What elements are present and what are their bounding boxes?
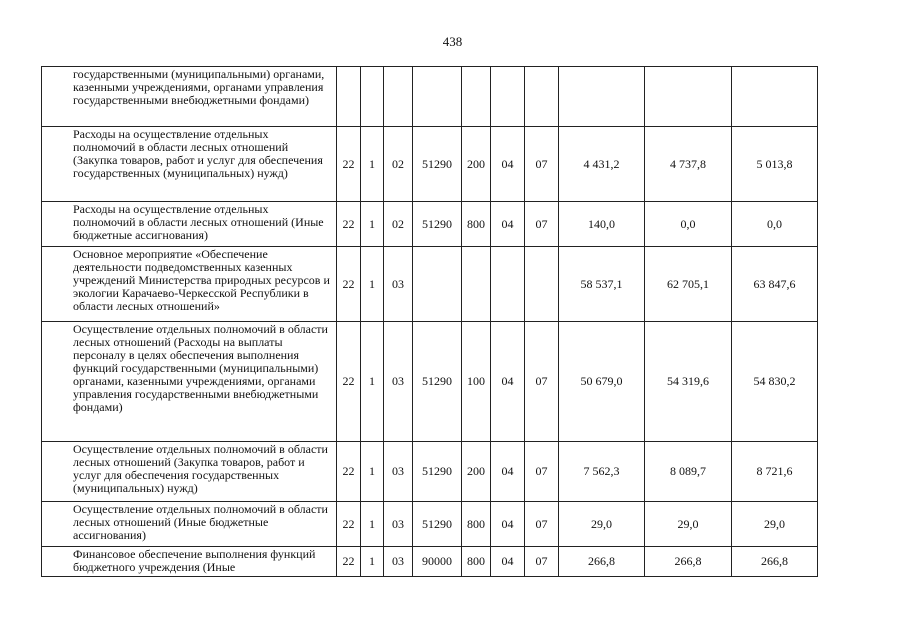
- table-row: [42, 67, 818, 127]
- code-cell: 800: [462, 502, 491, 547]
- amount-cell: 140,0: [559, 202, 645, 247]
- code-cell: 200: [462, 127, 491, 202]
- code-cell: 07: [525, 202, 559, 247]
- row-name: Основное мероприятие «Обеспечение деятельности подведомственных казенных учреждений Министерства природных ресурсов и экологии Карачаево-Черкесской Республики в области лесных отношений»: [42, 247, 337, 322]
- amount-cell: 58 537,1: [559, 247, 645, 322]
- amount-cell: 8 089,7: [645, 442, 732, 502]
- code-cell: 200: [462, 442, 491, 502]
- code-cell: 07: [525, 127, 559, 202]
- row-name: Финансовое обеспечение выполнения функций бюджетного учреждения (Иные: [42, 547, 337, 577]
- code-cell: 1: [361, 547, 384, 577]
- amount-cell: 5 013,8: [732, 127, 818, 202]
- code-cell: [525, 247, 559, 322]
- code-cell: 02: [384, 202, 413, 247]
- amount-cell: 29,0: [559, 502, 645, 547]
- table-row: [42, 502, 818, 547]
- code-cell: [462, 67, 491, 127]
- code-cell: 03: [384, 322, 413, 442]
- row-name: Осуществление отдельных полномочий в области лесных отношений (Иные бюджетные ассигнования): [42, 502, 337, 547]
- code-cell: [361, 67, 384, 127]
- code-cell: [413, 247, 462, 322]
- code-cell: 51290: [413, 502, 462, 547]
- code-cell: 1: [361, 322, 384, 442]
- code-cell: [462, 247, 491, 322]
- row-name: Расходы на осуществление отдельных полномочий в области лесных отношений (Закупка товаров, работ и услуг для обеспечения государственных (муниципальных) нужд): [42, 127, 337, 202]
- code-cell: [337, 67, 361, 127]
- code-cell: 22: [337, 247, 361, 322]
- row-name: Осуществление отдельных полномочий в области лесных отношений (Закупка товаров, работ и услуг для обеспечения государственных (муниципальных) нужд): [42, 442, 337, 502]
- amount-cell: 4 431,2: [559, 127, 645, 202]
- code-cell: 1: [361, 202, 384, 247]
- amount-cell: 8 721,6: [732, 442, 818, 502]
- table-row: [42, 247, 818, 322]
- code-cell: [491, 247, 525, 322]
- code-cell: 51290: [413, 202, 462, 247]
- amount-cell: 62 705,1: [645, 247, 732, 322]
- code-cell: [525, 67, 559, 127]
- table-row: [42, 202, 818, 247]
- amount-cell: 4 737,8: [645, 127, 732, 202]
- code-cell: 51290: [413, 322, 462, 442]
- code-cell: 22: [337, 442, 361, 502]
- code-cell: 03: [384, 442, 413, 502]
- code-cell: 03: [384, 247, 413, 322]
- code-cell: 800: [462, 202, 491, 247]
- amount-cell: 29,0: [645, 502, 732, 547]
- row-name: государственными (муниципальными) органами, казенными учреждениями, органами управления государственными внебюджетными фондами): [42, 67, 337, 127]
- code-cell: 22: [337, 322, 361, 442]
- code-cell: 04: [491, 547, 525, 577]
- amount-cell: 0,0: [732, 202, 818, 247]
- code-cell: 1: [361, 502, 384, 547]
- amount-cell: [645, 67, 732, 127]
- amount-cell: 63 847,6: [732, 247, 818, 322]
- amount-cell: [559, 67, 645, 127]
- budget-table: [41, 66, 818, 577]
- code-cell: 800: [462, 547, 491, 577]
- code-cell: 04: [491, 202, 525, 247]
- code-cell: [384, 67, 413, 127]
- page-number: 438: [442, 34, 463, 49]
- code-cell: 02: [384, 127, 413, 202]
- row-name: Осуществление отдельных полномочий в области лесных отношений (Расходы на выплаты персоналу в целях обеспечения выполнения функций государственными (муниципальными) органами, казенными учреждениями, органами управления государственными внебюджетными фондами): [42, 322, 337, 442]
- table-row: [42, 322, 818, 442]
- table-row: [42, 547, 818, 577]
- code-cell: 22: [337, 502, 361, 547]
- table-row: [42, 442, 818, 502]
- code-cell: 51290: [413, 442, 462, 502]
- code-cell: 04: [491, 442, 525, 502]
- code-cell: 1: [361, 442, 384, 502]
- code-cell: [491, 67, 525, 127]
- amount-cell: 50 679,0: [559, 322, 645, 442]
- code-cell: 03: [384, 547, 413, 577]
- amount-cell: 266,8: [559, 547, 645, 577]
- row-name: Расходы на осуществление отдельных полномочий в области лесных отношений (Иные бюджетные ассигнования): [42, 202, 337, 247]
- amount-cell: 29,0: [732, 502, 818, 547]
- code-cell: 07: [525, 322, 559, 442]
- code-cell: 100: [462, 322, 491, 442]
- amount-cell: [732, 67, 818, 127]
- code-cell: [413, 67, 462, 127]
- code-cell: 22: [337, 547, 361, 577]
- amount-cell: 266,8: [645, 547, 732, 577]
- code-cell: 07: [525, 547, 559, 577]
- amount-cell: 54 830,2: [732, 322, 818, 442]
- amount-cell: 0,0: [645, 202, 732, 247]
- amount-cell: 7 562,3: [559, 442, 645, 502]
- code-cell: 90000: [413, 547, 462, 577]
- amount-cell: 54 319,6: [645, 322, 732, 442]
- code-cell: 51290: [413, 127, 462, 202]
- code-cell: 07: [525, 442, 559, 502]
- code-cell: 22: [337, 127, 361, 202]
- code-cell: 04: [491, 322, 525, 442]
- code-cell: 04: [491, 127, 525, 202]
- code-cell: 22: [337, 202, 361, 247]
- code-cell: 03: [384, 502, 413, 547]
- amount-cell: 266,8: [732, 547, 818, 577]
- table-row: [42, 127, 818, 202]
- code-cell: 04: [491, 502, 525, 547]
- code-cell: 1: [361, 247, 384, 322]
- code-cell: 1: [361, 127, 384, 202]
- code-cell: 07: [525, 502, 559, 547]
